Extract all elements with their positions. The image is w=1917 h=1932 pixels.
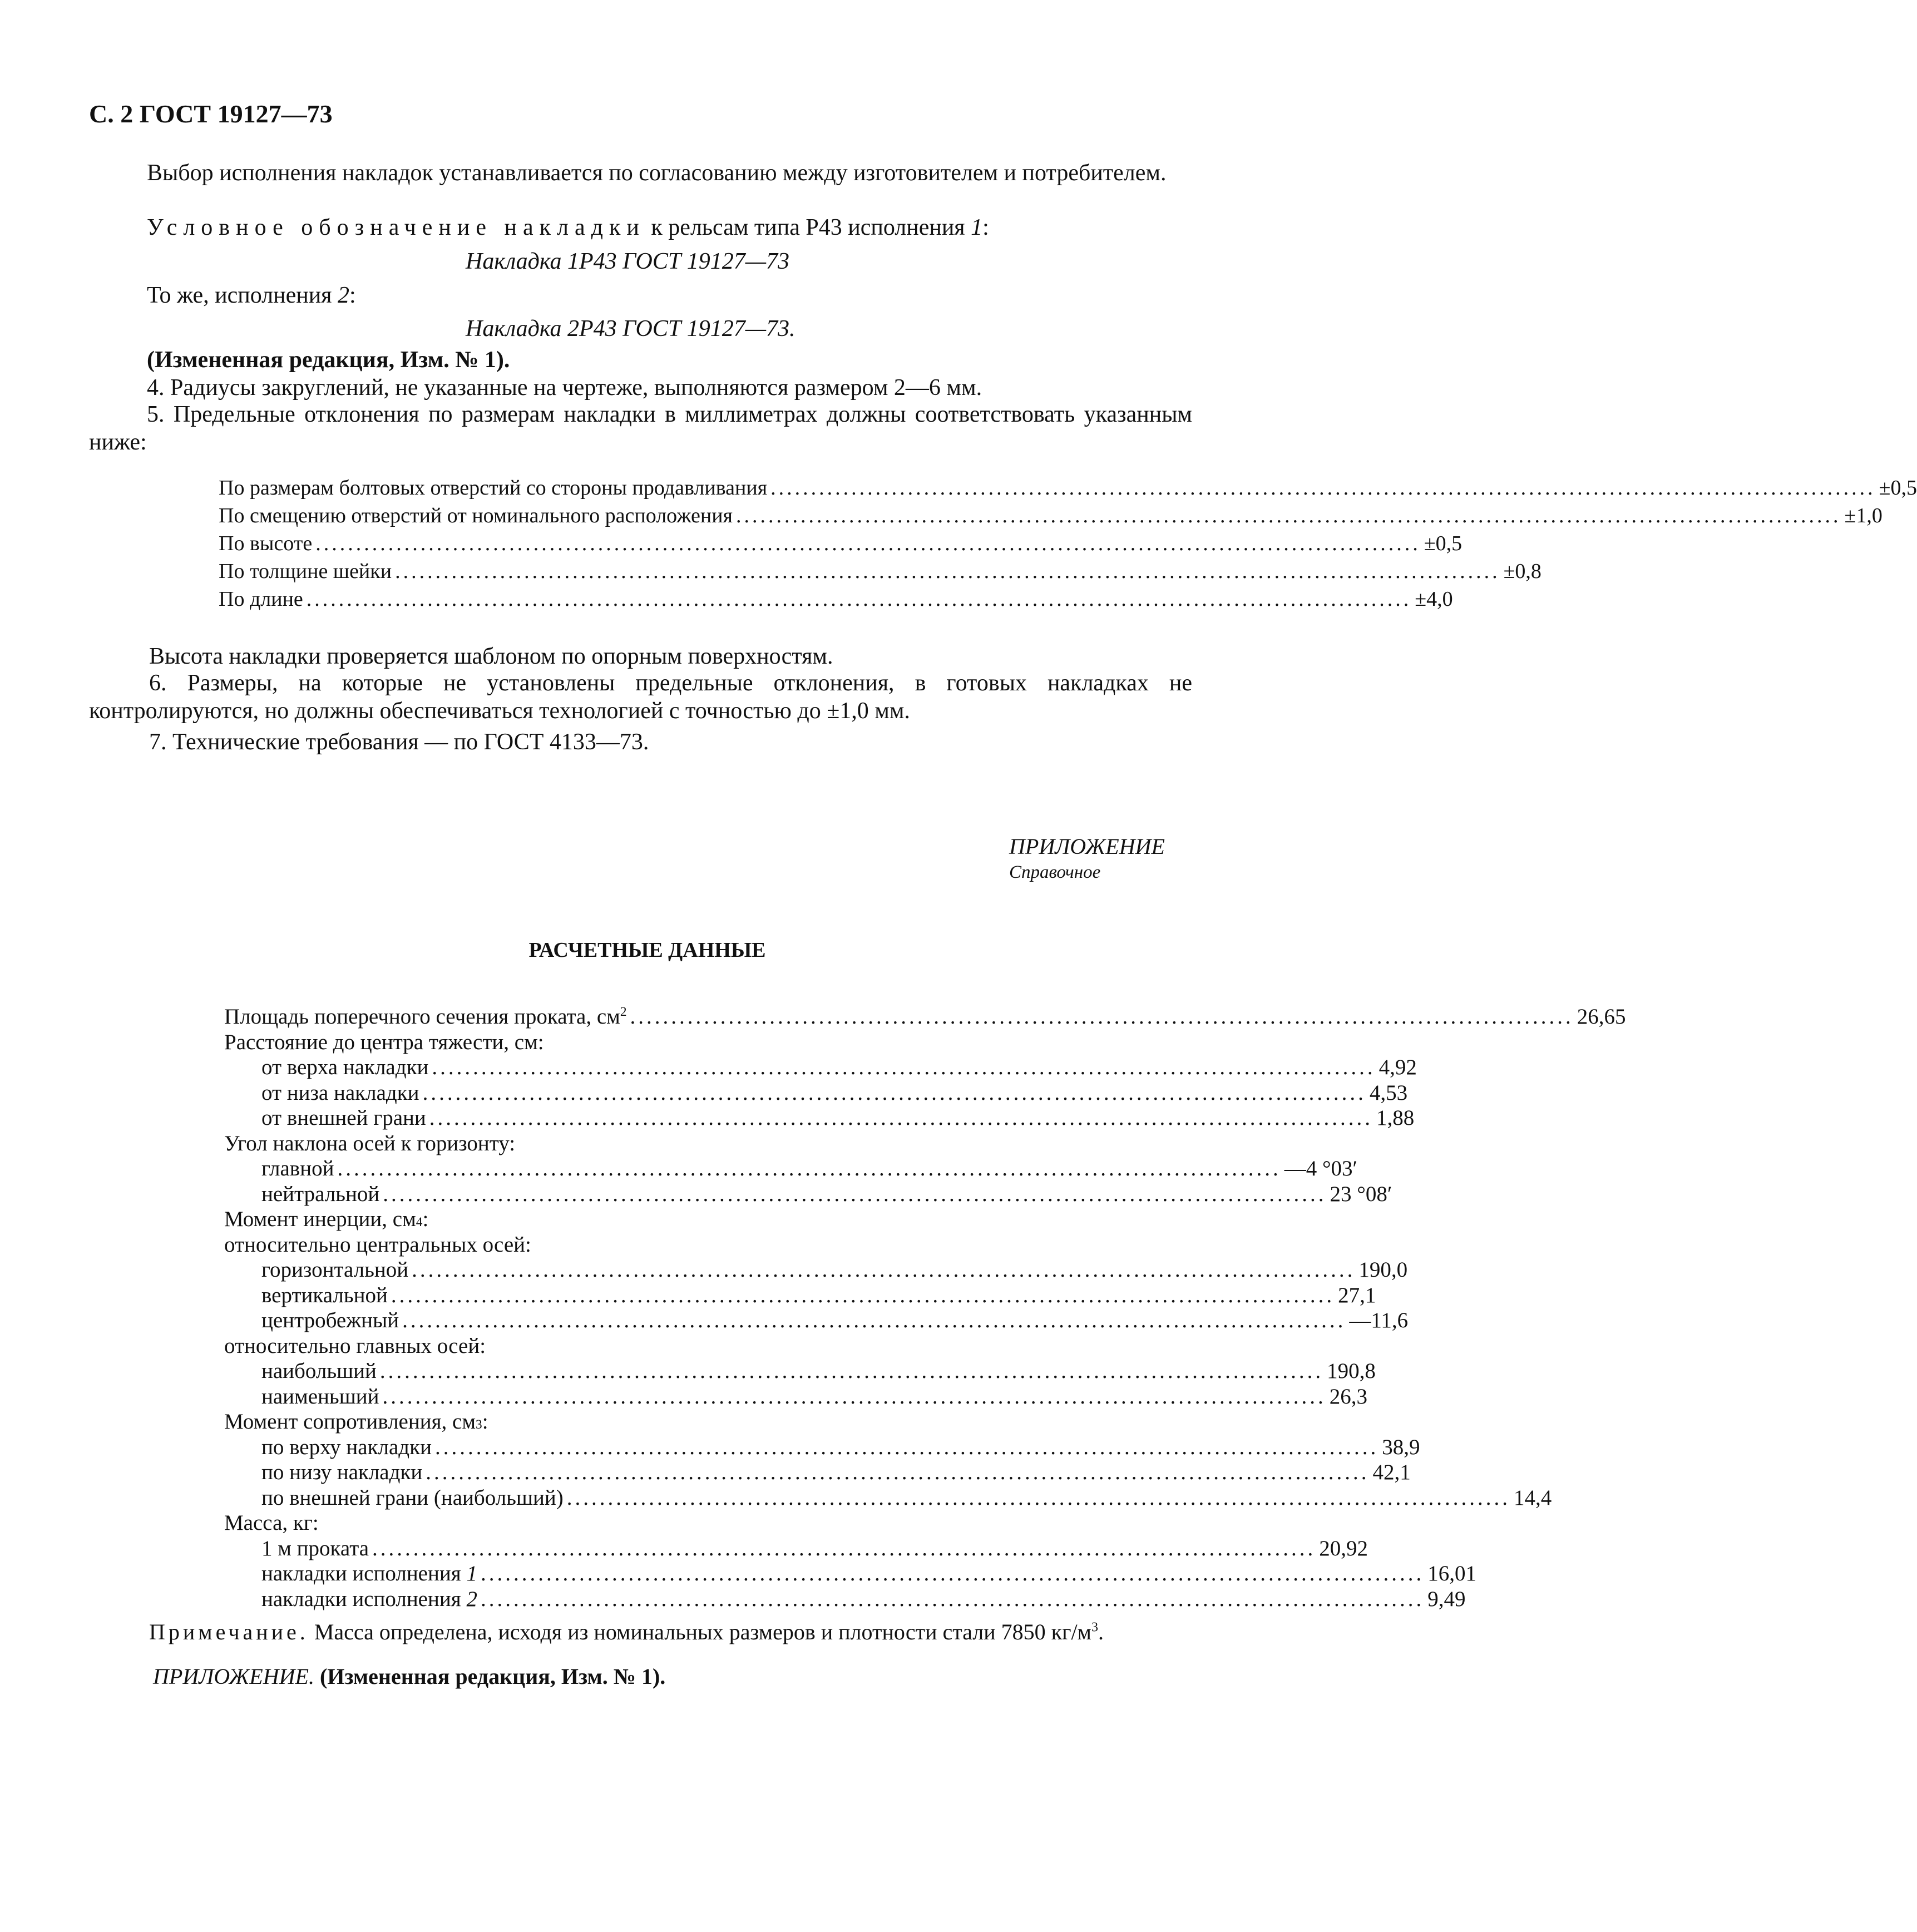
tolerance-label: По высоте — [219, 532, 313, 555]
tolerance-row: По длине ......................................................................................................................................... ±4,0 — [219, 587, 1453, 611]
calc-row: центробежный ................................................................................................................... —11,6 — [261, 1308, 1409, 1332]
tolerance-list — [219, 476, 1917, 615]
calc-heading: Момент инерции, см 4 : — [224, 1207, 429, 1231]
calc-heading: Момент сопротивления, см 3 : — [224, 1410, 488, 1434]
final-italic: ПРИЛОЖЕНИЕ. — [153, 1664, 314, 1689]
page-header: С. 2 ГОСТ 19127—73 — [89, 100, 333, 128]
paragraph-height: Высота накладки проверяется шаблоном по опорным поверхностям. — [149, 644, 833, 669]
final-note — [153, 1663, 665, 1689]
calc-row: по низу накладки ................................................................................................................... 42,1 — [261, 1460, 1411, 1484]
calc-heading: Расстояние до центра тяжести, см: — [224, 1030, 544, 1054]
calc-value: 26,65 — [1577, 1005, 1626, 1029]
calc-row: главной ................................................................................................................... —4 °03′ — [261, 1157, 1358, 1180]
item-6: 6. Размеры, на которые не установлены предельные отклонения, в готовых накладках не контролируются, но должны обеспечиваться технологией с точностью до ±1,0 мм. — [89, 670, 1192, 724]
tolerance-row: По высоте ......................................................................................................................................... ±0,5 — [219, 532, 1463, 555]
same-num: 2 — [338, 283, 349, 308]
paragraph-choice: Выбор исполнения накладок устанавливается по согласованию между изготовителем и потребителем. — [147, 160, 1167, 186]
calc-row: от внешней грани ................................................................................................................... 1,88 — [261, 1106, 1415, 1130]
designation-rest: к рельсам типа Р43 исполнения — [651, 215, 965, 240]
example-1: Накладка 1Р43 ГОСТ 19127—73 — [466, 249, 790, 274]
tolerance-value: ±4,0 — [1415, 587, 1453, 611]
note-text: Масса определена, исходя из номинальных размеров и плотности стали 7850 кг/м — [314, 1619, 1091, 1644]
tolerance-value: ±0,8 — [1503, 560, 1541, 583]
example-2: Накладка 2Р43 ГОСТ 19127—73. — [466, 316, 796, 342]
item-4: 4. Радиусы закруглений, не указанные на чертеже, выполняются размером 2—6 мм. — [147, 375, 982, 401]
calc-row: вертикальной ................................................................................................................... 27,1 — [261, 1283, 1376, 1307]
tolerance-label: По длине — [219, 587, 303, 611]
calc-row: от низа накладки ................................................................................................................... 4,53 — [261, 1080, 1408, 1105]
note-label: Примечание. — [149, 1619, 309, 1644]
same-colon: : — [349, 283, 356, 308]
note — [149, 1619, 1104, 1645]
calc-heading: относительно центральных осей: — [224, 1232, 531, 1257]
calc-row: наименьший ................................................................................................................... 26,3 — [261, 1384, 1367, 1409]
same-label: То же, исполнения — [147, 283, 332, 308]
calc-row: 1 м проката ................................................................................................................... 20,92 — [261, 1536, 1368, 1560]
calc-heading: относительно главных осей: — [224, 1333, 486, 1358]
designation-label: Условное обозначение накладки — [147, 215, 645, 240]
note-sup: 3 — [1091, 1620, 1098, 1635]
tolerance-row: По размерам болтовых отверстий со стороны продавливания ......................................................................................................................................... ±0,5 — [219, 476, 1917, 500]
tolerance-row: По толщине шейки ......................................................................................................................................... ±0,8 — [219, 560, 1541, 583]
calc-row: наибольший ................................................................................................................... 190,8 — [261, 1359, 1376, 1383]
tolerance-label: По смещению отверстий от номинального расположения — [219, 504, 733, 527]
tolerance-value: ±0,5 — [1424, 532, 1463, 555]
calc-row: от верха накладки ................................................................................................................... 4,92 — [261, 1055, 1417, 1079]
calc-row: накладки исполнения 2 ................................................................................................................... 9,49 — [261, 1587, 1466, 1611]
tolerance-label: По размерам болтовых отверстий со стороны продавливания — [219, 476, 768, 500]
final-bold: (Измененная редакция, Изм. № 1). — [319, 1664, 666, 1689]
calc-row: по внешней грани (наибольший) ................................................................................................................... 14,4 — [261, 1485, 1552, 1510]
calc-label: Площадь поперечного сечения проката, $см^2$ — [224, 1005, 627, 1029]
calc-row: нейтральной ................................................................................................................... 23 °08′ — [261, 1182, 1392, 1206]
appendix-title: ПРИЛОЖЕНИЕ — [1009, 834, 1165, 859]
calc-data-list — [224, 1004, 1626, 1612]
item-5: 5. Предельные отклонения по размерам накладки в миллиметрах должны соответствовать указанным ниже: — [89, 402, 1192, 455]
tolerance-value: ±0,5 — [1879, 476, 1917, 500]
calc-heading: Масса, кг: — [224, 1511, 319, 1535]
calc-heading: Угол наклона осей к горизонту: — [224, 1131, 516, 1155]
calc-row: горизонтальной ................................................................................................................... 190,0 — [261, 1258, 1408, 1282]
tolerance-label: По толщине шейки — [219, 560, 392, 583]
calc-row: по верху накладки ................................................................................................................... 38,9 — [261, 1435, 1420, 1459]
designation-colon: : — [982, 215, 989, 240]
designation-num: 1 — [971, 215, 983, 240]
tolerance-value: ±1,0 — [1844, 504, 1883, 527]
calc-row: Площадь поперечного сечения проката, $см^2$ ................................................................................................................... 26,65 — [224, 1005, 1626, 1029]
item-7: 7. Технические требования — по ГОСТ 4133—73. — [149, 729, 649, 755]
amendment-note: (Измененная редакция, Изм. № 1). — [147, 347, 510, 373]
designation-line — [147, 214, 989, 241]
section-title: РАСЧЕТНЫЕ ДАННЫЕ — [528, 938, 766, 962]
same-line — [147, 281, 356, 309]
tolerance-row: По смещению отверстий от номинального расположения ......................................................................................................................................... ±1,0 — [219, 504, 1883, 527]
note-end: . — [1098, 1619, 1104, 1644]
calc-row: накладки исполнения 1 ................................................................................................................... 16,01 — [261, 1562, 1476, 1585]
appendix-subtitle: Справочное — [1009, 862, 1101, 882]
